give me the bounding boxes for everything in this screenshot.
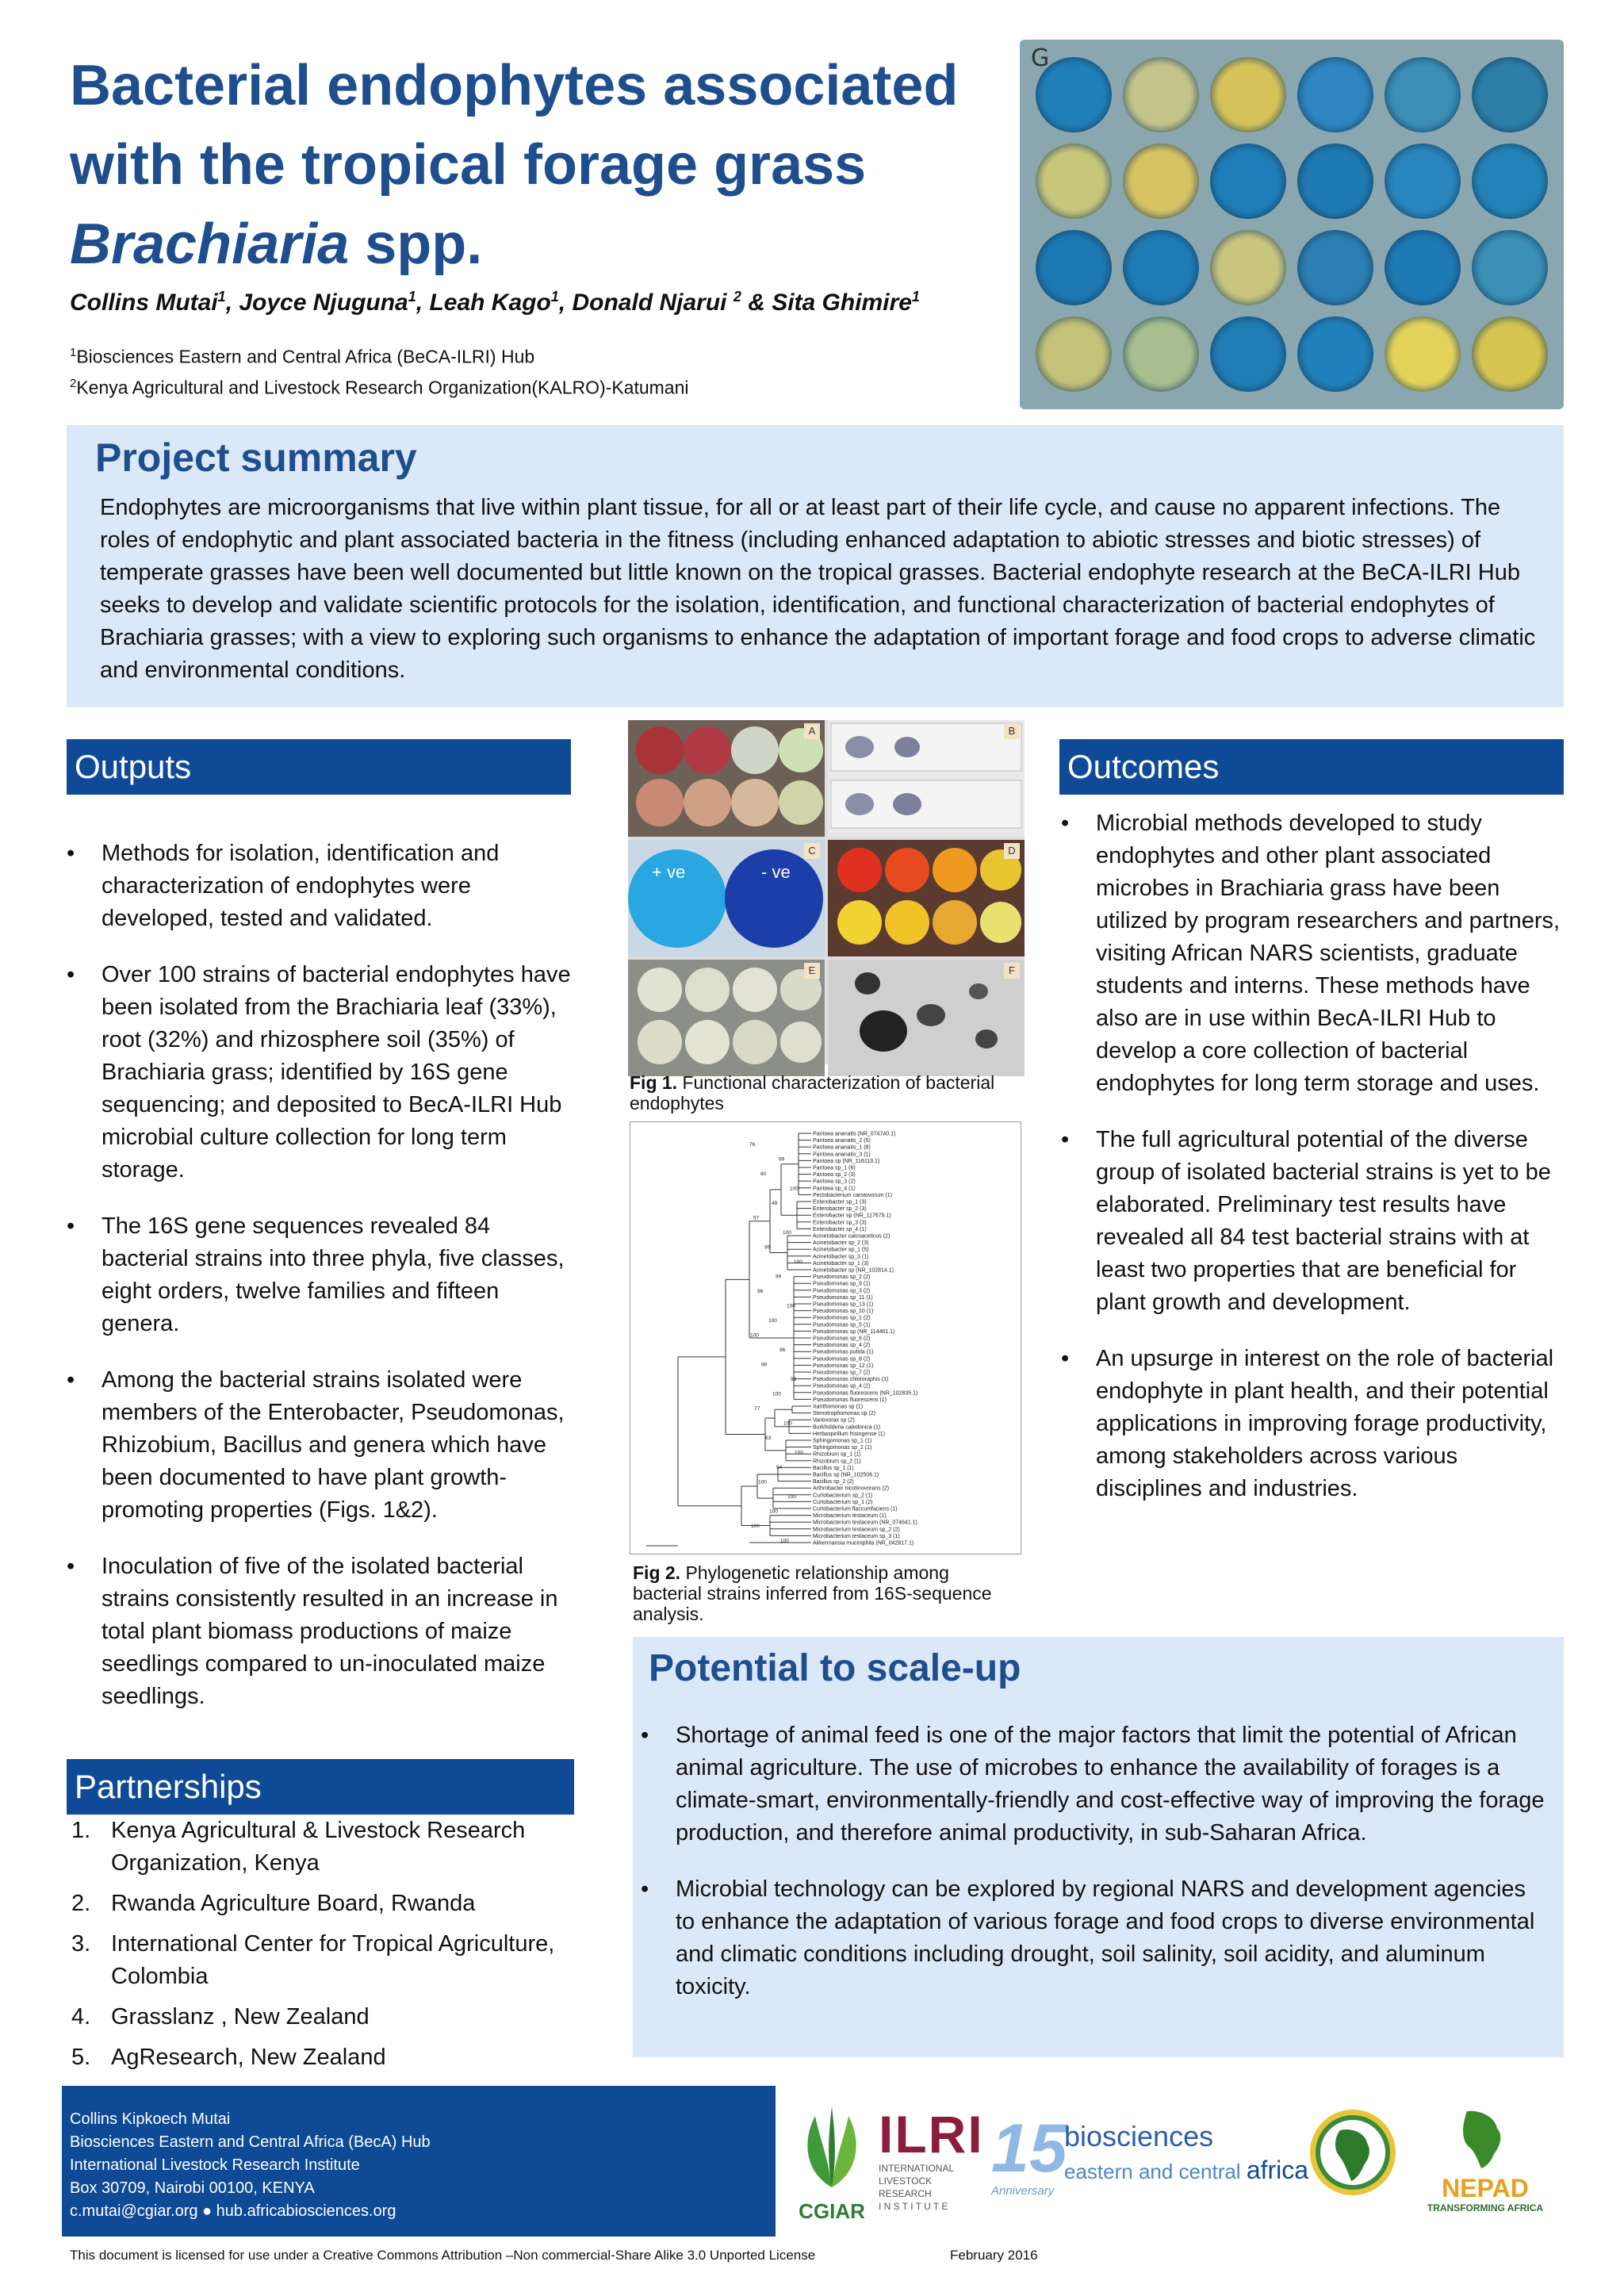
fig1-panel-b-image [828,720,1025,833]
date-note: February 2016 [950,2248,1038,2263]
plate-well [1385,57,1461,132]
author-separator: & [741,289,772,316]
fig1-label-f: F [1004,963,1020,979]
tree-taxon-label: Acinetobacter calcoaceticus (2) [813,1233,891,1240]
tree-taxon-label: Rhizobium sp_2 (1) [813,1458,861,1465]
tree-bootstrap-value: 96 [779,1347,786,1353]
author-affiliation-mark: 2 [733,289,741,305]
tree-taxon-label: Pantoea ananatis (NR_074740.1) [813,1131,896,1137]
nepad-text: NEPAD [1442,2174,1529,2202]
tree-taxon-label: Pantoea sp_1 (6) [813,1165,856,1171]
african-union-emblem-icon [1308,2106,1397,2202]
partnerships-list [71,1815,579,2082]
author-affiliation-mark: 1 [550,289,559,305]
tree-bootstrap-value: 100 [769,1508,778,1515]
tree-taxon-label: Microbacterium testaceum (NR_074641.1) [813,1520,917,1526]
title-suffix: spp. [349,213,483,276]
title-line-1: Bacterial endophytes associated [70,54,959,117]
tree-bootstrap-value: 100 [768,1318,777,1324]
author-affiliation-mark: 1 [217,289,226,305]
figure-2-phylogenetic-tree [630,1121,1021,1554]
tree-taxon-label: Pseudomonas sp_4 (2) [813,1383,871,1389]
plate-well [1297,57,1373,132]
tree-taxon-label: Pseudomonas sp_8 (2) [813,1356,871,1363]
biosciences-subtext: eastern and central [1064,2160,1247,2183]
affiliation-list [70,339,942,401]
tree-taxon-label: Pseudomonas sp_1 (2) [813,1315,871,1321]
plate-well [1123,144,1199,219]
tree-bootstrap-value: 100 [780,1538,789,1544]
tree-taxon-label: Curtobacterium sp_2 (1) [813,1493,873,1499]
tree-taxon-label: Acinetobacter sp_3 (1) [813,1254,869,1260]
project-summary-title: Project summary [95,435,417,480]
author-separator: , [225,289,239,316]
well-plate-photo [1020,40,1564,409]
plate-well [1297,316,1373,392]
tree-taxon-label: Bacillus sp_2 (2) [813,1479,854,1485]
tree-taxon-label: Pseudomonas sp_12 (1) [813,1363,874,1369]
license-note: This document is licensed for use under a Creative Commons Attribution –Non commercial-Share Alike 3.0 Unported License [70,2248,816,2263]
ilri-text: ILRI [879,2105,984,2164]
project-summary-text: Endophytes are microorganisms that live within plant tissue, for all or at least part of their life cycle, and cause no apparent infections. The roles of endophytic and plant associated bacteria in the fitness (including enhanced adaptation to abiotic stresses and biotic stresses) of temperate grasses have been well documented but little known on the tropical grasses. Bacterial endophyte research at the BeCA-ILRI Hub seeks to develop and validate scientific protocols for the isolation, identification, and functional characterization of bacterial endophytes of Brachiaria grasses; with a view to exploring such organisms to enhance the adaptation of important forage and food crops to adverse climatic and environmental conditions. [100,495,1536,683]
tree-bootstrap-value: 99 [764,1244,771,1251]
author-separator: , [558,289,573,316]
ilri-sub-3: I N S T I T U T E [879,2201,948,2212]
nepad-logo [1418,2106,1553,2217]
partnership-item: 1. Kenya Agricultural & Livestock Research Organization, Kenya [71,1818,526,1876]
plate-well [1123,316,1199,392]
tree-taxon-label: Acinetobacter sp_1 (5) [813,1247,869,1253]
tree-taxon-label: Pantoea ananatis_2 (5) [813,1138,871,1144]
tree-taxon-label: Pseudomonas sp (NR_114461.1) [813,1328,895,1335]
outputs-item: • Over 100 strains of bacterial endophytes have been isolated from the Brachiaria leaf (33%), root (32%) and rhizosphere soil (35%) of Brachiaria grass; identified by 16S gene sequencing; and deposited to BecA-ILRI Hub microbial culture collection for long term storage. [67,959,574,1186]
tree-bootstrap-value: 99 [776,1274,782,1280]
partnership-item: 3. International Center for Tropical Agriculture, Colombia [71,1931,555,1989]
tree-taxon-label: Pseudomonas sp_6 (2) [813,1336,871,1342]
tree-taxon-label: Bacillus sp_1 (1) [813,1465,854,1471]
tree-taxon-label: Stenotrophomonas sp (2) [813,1411,875,1417]
phylogenetic-tree-svg [630,1122,1022,1555]
tree-taxon-label: Xanthomonas sp (1) [813,1404,864,1410]
potential-item: • Shortage of animal feed is one of the major factors that limit the potential of African animal agriculture. The use of microbes to enhance the availability of forages is a climate-smart, environmentally-friendly and cost-effective way of improving the forage production, and therefore animal productivity, in sub-Saharan Africa. [641,1719,1545,1849]
affiliation-1: $^1$Biosciences Eastern and Central Africa (BeCA-ILRI) Hub [70,346,535,367]
tree-taxon-label: Sphingomonas sp_1 (1) [813,1438,872,1444]
ilri-sub-2: LIVESTOCK RESEARCH [879,2175,933,2199]
fig1-positive-label: + ve [652,862,686,882]
contact-email-web: c.mutai@cgiar.org ● hub.africabiosciences.org [70,2202,396,2220]
partnerships-header: Partnerships [67,1759,574,1815]
tree-bootstrap-value: 100 [751,1524,760,1529]
figure-1-functional-panels [628,720,1025,1064]
tree-bootstrap-value: 80 [760,1171,767,1177]
potential-list [641,1719,1545,2027]
plate-well [1297,230,1373,305]
anniversary-word: Anniversary [991,2184,1055,2198]
author-name: Sita Ghimire [772,289,912,316]
fig1-panel-a-image [628,720,825,833]
tree-bootstrap-value: 100 [783,1420,792,1427]
tree-taxon-label: Pseudomonas sp_11 (1) [813,1294,873,1301]
plate-well [1036,230,1112,305]
fig1-panel-a [628,720,825,837]
tree-taxon-label: Enterobacter sp (NR_117679.1) [813,1213,891,1219]
tree-taxon-label: Rhizobium sp_1 (1) [813,1451,861,1458]
africa-map-icon [1418,2106,1553,2170]
outcomes-header: Outcomes [1059,739,1564,795]
outputs-item: • Methods for isolation, identification and characterization of endophytes were developed, tested and validated. [67,838,574,935]
title-line-2: with the tropical forage grass [70,133,867,197]
outputs-item: • Among the bacterial strains isolated were members of the Enterobacter, Pseudomonas, Rhizobium, Bacillus and genera which have been documented to have plant growth-promoting properties (Figs. 1&2). [67,1364,574,1527]
plate-well [1210,316,1286,392]
fig1-panel-d-image [828,840,1025,953]
nepad-subtext: TRANSFORMING AFRICA [1427,2202,1544,2214]
plate-well [1297,144,1373,219]
tree-taxon-label: Enterobacter sp_3 (3) [813,1220,867,1226]
tree-taxon-label: Pantoea sp (NR_116113.1) [813,1158,880,1164]
tree-bootstrap-value: 100 [772,1391,781,1397]
tree-taxon-label: Herbaspirillum frisingense (1) [813,1431,886,1437]
author-name: Donald Njarui [572,289,733,316]
author-list [70,289,1021,316]
plate-well [1210,144,1286,219]
tree-taxon-label: Pseudomonas sp_5 (1) [813,1322,871,1328]
beca-biosciences-logo [1064,2119,1310,2206]
outputs-item: • The 16S gene sequences revealed 84 bacterial strains into three phyla, five classes, eight orders, twelve families and fifteen genera. [67,1210,574,1340]
plate-well [1472,144,1548,219]
cgiar-text: CGIAR [799,2199,865,2223]
author-name: Leah Kago [429,289,551,316]
tree-taxon-label: Pseudomonas sp_9 (1) [813,1281,871,1287]
tree-taxon-label: Pseudomonas chlororaphis (1) [813,1377,889,1383]
plate-well [1472,316,1548,392]
fig1-panel-e [628,960,825,1076]
biosciences-africa: africa [1246,2156,1309,2184]
plate-well [1123,230,1199,305]
plate-well [1472,230,1548,305]
title-genus: Brachiaria [70,213,350,276]
plate-mark: G [1031,44,1050,72]
tree-bootstrap-value: 100 [795,1450,803,1456]
cgiar-leaf-icon [788,2100,875,2195]
tree-bootstrap-value: 99 [791,1377,797,1382]
fig1-panel-e-image [628,960,825,1072]
tree-taxon-label: Pantoea sp_3 (2) [813,1179,856,1185]
tree-bootstrap-value: 99 [779,1156,785,1163]
ilri-logo [879,2106,982,2225]
anniversary-logo [991,2110,1067,2216]
tree-bootstrap-value: 100 [790,1186,799,1192]
partnership-item: 2. Rwanda Agriculture Board, Rwanda [71,1891,476,1916]
fig1-label-d: D [1004,843,1020,859]
tree-bootstrap-value: 100 [794,1259,802,1265]
tree-taxon-label: Acinetobacter sp_2 (3) [813,1240,869,1247]
plate-well [1385,144,1461,219]
fig1-label-b: B [1004,723,1020,739]
tree-taxon-label: Pantoea sp_2 (3) [813,1172,856,1179]
tree-bootstrap-value: 57 [753,1215,760,1221]
tree-taxon-label: Enterobacter sp_2 (3) [813,1206,867,1213]
tree-taxon-label: Arthrobacter nicotinovorans (2) [813,1485,890,1492]
tree-taxon-label: Pseudomonas sp_4 (2) [813,1343,871,1349]
tree-bootstrap-value: 100 [787,1303,795,1309]
author-affiliation-mark: 1 [408,289,416,305]
fig1-label-c: C [804,843,820,859]
potential-title: Potential to scale-up [649,1647,1021,1689]
biosciences-text: biosciences [1064,2120,1214,2152]
fig1-panel-f-image [828,960,1025,1072]
tree-bootstrap-value: 100 [783,1230,791,1236]
plate-well [1472,57,1548,132]
tree-bootstrap-value: 48 [772,1201,778,1206]
tree-taxon-label: Acinetobacter sp_1 (3) [813,1260,869,1267]
tree-bootstrap-value: 96 [757,1289,764,1294]
tree-taxon-label: Variovorax sp (2) [813,1417,855,1424]
plate-well [1385,230,1461,305]
tree-taxon-label: Microbacterium testaceum (1) [813,1513,887,1520]
tree-taxon-label: Pseudomonas sp_3 (2) [813,1288,871,1294]
tree-bootstrap-value: 98 [761,1362,768,1368]
tree-taxon-label: Pseudomonas sp_2 (2) [813,1274,871,1281]
outputs-item: • Inoculation of five of the isolated bacterial strains consistently resulted in an increase in total plant biomass productions of maize seedlings compared to un-inoculated maize seedlings. [67,1550,574,1713]
contact-institute: International Livestock Research Institute [70,2156,360,2174]
potential-item: • Microbial technology can be explored by regional NARS and development agencies to enhance the adaptation of various forage and food crops to diverse environmental and climatic conditions including drought, soil salinity, soil acidity, and aluminum toxicity. [641,1873,1545,2003]
anniversary-number: 15 [991,2110,1067,2187]
outcomes-list [1061,807,1561,1529]
tree-taxon-label: Microbacterium testaceum sp_3 (1) [813,1533,900,1539]
plate-well [1210,230,1286,305]
contact-name: Collins Kipkoech Mutai [70,2110,231,2128]
author-affiliation-mark: 1 [911,289,920,305]
tree-taxon-label: Pseudomonas sp_10 (1) [813,1309,874,1315]
tree-taxon-label: Microbacterium testaceum sp_2 (2) [813,1527,900,1533]
author-separator: , [416,289,430,316]
figure-2-caption: Fig 2. Phylogenetic relationship among bacterial strains inferred from 16S-sequence analysis. [633,1562,992,1624]
tree-taxon-label: Burkholderia caledonica (1) [813,1424,881,1431]
tree-taxon-label: Pseudomonas putida (1) [813,1349,874,1355]
plate-well [1123,57,1199,132]
author-name: Joyce Njuguna [239,289,408,316]
tree-taxon-label: Pantoea ananatis_3 (1) [813,1152,871,1158]
fig1-panel-c [628,840,825,956]
tree-taxon-label: Akkermansia muciniphila (NR_042817.1) [813,1540,914,1547]
partnership-item: 4. Grasslanz , New Zealand [71,2004,370,2030]
tree-taxon-label: Pseudomonas sp_13 (1) [813,1301,874,1308]
tree-taxon-label: Enterobacter sp_1 (3) [813,1199,867,1205]
tree-taxon-label: Curtobacterium sp_1 (2) [813,1499,873,1505]
tree-bootstrap-value: 63 [765,1435,772,1441]
outputs-header: Outputs [67,739,571,795]
tree-bootstrap-value: 94 [776,1465,783,1470]
fig1-panel-c-image [628,840,825,953]
tree-bootstrap-value: 100 [758,1479,767,1485]
outcomes-item: • The full agricultural potential of the diverse group of isolated bacterial strains is yet to be elaborated. Preliminary test results have revealed all 84 test bacterial strains with at least two properties that are beneficial for plant growth and development. [1061,1124,1561,1319]
tree-taxon-label: Pseudomonas sp_7 (2) [813,1370,871,1376]
partnership-item: 5. AgResearch, New Zealand [71,2045,386,2070]
tree-taxon-label: Curtobacterium flaccumfaciens (1) [813,1506,898,1512]
plate-well [1036,144,1112,219]
tree-taxon-label: Pantoea sp_4 (1) [813,1186,856,1192]
figure-1-caption: Fig 1. Functional characterization of bacterial endophytes [630,1072,995,1114]
tree-bootstrap-value: 100 [787,1494,796,1500]
tree-taxon-label: Acinetobacter sp (NR_102814.1) [813,1267,894,1274]
tree-taxon-label: Pantoea ananatis_1 (8) [813,1144,871,1151]
contact-footer [62,2086,776,2237]
ilri-sub-1: INTERNATIONAL [879,2163,955,2174]
tree-bootstrap-value: 77 [754,1406,760,1412]
title-line-3 [70,205,1005,284]
tree-taxon-label: Enterobacter sp_4 (1) [813,1226,867,1232]
poster-title [70,46,1005,284]
contact-org: Biosciences Eastern and Central Africa (BecA) Hub [70,2133,431,2151]
fig1-panel-f [828,960,1025,1076]
tree-bootstrap-value: 100 [750,1332,759,1339]
tree-bootstrap-value: 76 [749,1142,756,1148]
fig1-label-a: A [804,723,820,739]
fig1-label-e: E [804,963,820,979]
affiliation-2: $^2$Kenya Agricultural and Livestock Research Organization(KALRO)-Katumani [70,376,689,398]
fig1-panel-d [828,840,1025,956]
tree-taxon-label: Pectobacterium carotovorum (1) [813,1192,892,1198]
plate-well [1036,316,1112,392]
contact-address: Box 30709, Nairobi 00100, KENYA [70,2179,315,2197]
au-emblem-logo [1308,2106,1397,2210]
tree-taxon-label: Pseudomonas fluorescens (NR_102835.1) [813,1390,918,1397]
outcomes-item: • An upsurge in interest on the role of bacterial endophyte in plant health, and their potential applications in improving forage productivity, among stakeholders across various disciplines and industries. [1061,1343,1561,1505]
fig1-panel-b [828,720,1025,837]
cgiar-logo [788,2100,875,2235]
tree-taxon-label: Pseudomonas fluorescens (1) [813,1397,887,1403]
plate-well [1210,57,1286,132]
author-name: Collins Mutai [70,289,218,316]
plate-well [1385,316,1461,392]
tree-taxon-label: Bacillus sp (NR_102506.1) [813,1472,879,1478]
fig1-negative-label: - ve [761,862,791,882]
outputs-list [67,838,574,1737]
tree-taxon-label: Sphingomonas sp_2 (1) [813,1445,872,1451]
outcomes-item: • Microbial methods developed to study endophytes and other plant associated microbes in Brachiaria grass have been utilized by program researchers and partners, visiting African NARS scientists, graduate students and interns. These methods have also are in use within BecA-ILRI Hub to develop a core collection of bacterial endophytes for long term storage and uses. [1061,807,1561,1100]
